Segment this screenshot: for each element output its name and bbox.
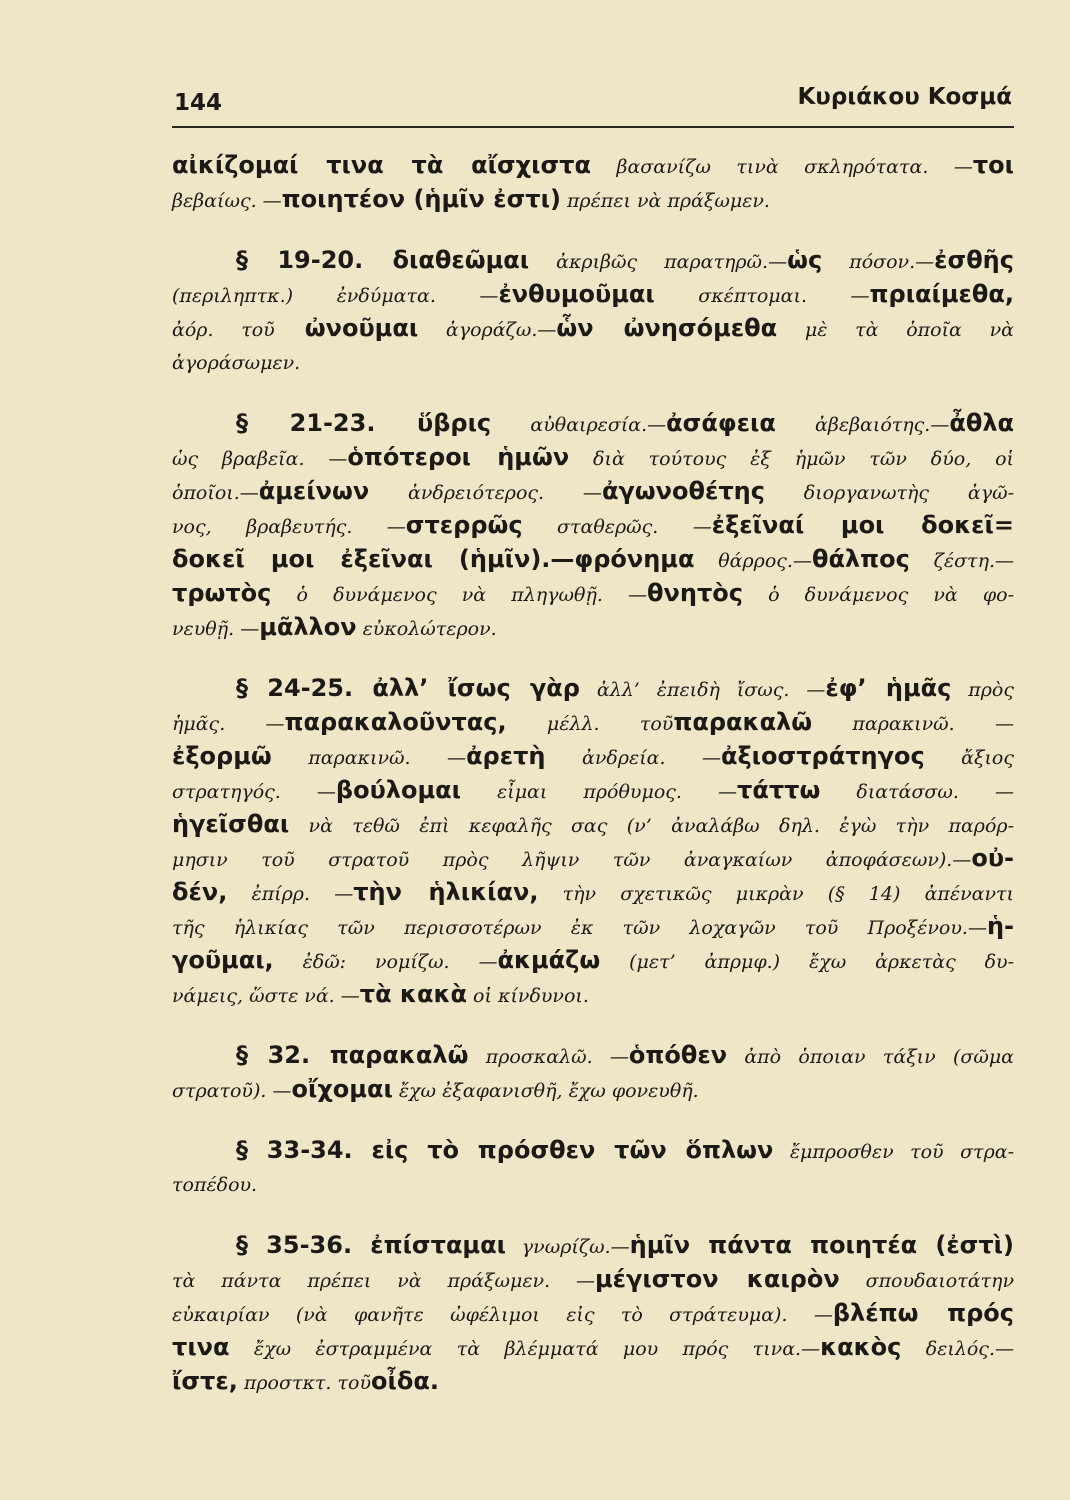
gloss-text: ὁ δυνάμενος νὰ πληγωθῇ. —	[271, 584, 648, 606]
gloss-text: ἀλλ’ ἐπειδὴ ἴσως. —	[579, 679, 826, 701]
gloss-text: τὴν σχετικῶς μικρὰν (§ 14) ἀπέναντι	[538, 883, 1015, 905]
gloss-text: πρὸς	[951, 679, 1014, 701]
gloss-text: ζέστη.—	[909, 550, 1014, 572]
lemma-term: ὁπόθεν	[628, 1041, 728, 1069]
gloss-text: παρακινῶ. —	[271, 747, 467, 769]
lemma-term: ὧν ὠνησόμεθα	[556, 314, 778, 342]
text-line	[172, 875, 1014, 909]
gloss-text: διὰ τούτους ἐξ ἡμῶν τῶν δύο, οἱ	[569, 448, 1015, 470]
gloss-text: προστκτ. τοῦ	[237, 1372, 372, 1394]
text-line	[172, 610, 1014, 644]
text-line	[172, 243, 1014, 277]
gloss-text: εἶμαι πρόθυμος. —	[460, 781, 738, 803]
text-line	[172, 345, 1014, 379]
lemma-term: § 32. παρακαλῶ	[236, 1041, 469, 1069]
gloss-text: ἄξιος	[924, 747, 1014, 769]
gloss-text: ἀνδρεία. —	[545, 747, 722, 769]
gloss-text: στρατοῦ). —	[172, 1080, 292, 1102]
gloss-text: (μετ’ ἀπρμφ.) ἔχω ἀρκετὰς δυ-	[600, 951, 1015, 973]
lemma-term: ἆθλα	[949, 409, 1015, 437]
text-line	[172, 182, 1014, 216]
lemma-term: τρωτὸς	[172, 579, 272, 607]
lemma-term: πριαίμεθα,	[869, 280, 1014, 308]
gloss-text: μησιν τοῦ στρατοῦ πρὸς λῆψιν τῶν ἀναγκαίων ἀποφάσεων).—	[172, 849, 972, 871]
lemma-term: ἀρετὴ	[466, 742, 546, 770]
lemma-term: ἀξιοστράτηγος	[721, 742, 925, 770]
gloss-text: ὁποῖοι.—	[172, 482, 259, 504]
lemma-term: § 33-34. εἰς τὸ πρόσθεν τῶν ὅπλων	[236, 1136, 774, 1164]
text-line	[172, 739, 1014, 773]
lemma-term: θνητὸς	[647, 579, 743, 607]
gloss-text: βασανίζω τινὰ σκληρότατα. —	[590, 156, 973, 178]
gloss-text: ὡς βραβεῖα. —	[172, 448, 348, 470]
lemma-term: οἴχομαι	[291, 1075, 393, 1103]
gloss-text: ἔχω ἐστραμμένα τὰ βλέμματά μου πρός τινα.—	[229, 1338, 821, 1360]
lemma-term: ἀγωνοθέτης	[601, 477, 765, 505]
gloss-text: θάρρος.—	[694, 550, 812, 572]
gloss-text: σκέπτομαι. —	[654, 285, 870, 307]
lemma-term: § 24-25. ἀλλ’ ἴσως γὰρ	[236, 674, 580, 702]
text-line	[172, 311, 1014, 345]
commentary-text	[172, 148, 1014, 1398]
text-line	[172, 977, 1014, 1011]
gloss-text: (περιληπτκ.) ἐνδύματα. —	[172, 285, 499, 307]
lemma-term: ἀμείνων	[258, 477, 370, 505]
lemma-term: μέγιστον καιρὸν	[595, 1265, 840, 1293]
gloss-text: σπουδαιοτάτην	[839, 1270, 1014, 1292]
lemma-term: § 35-36. ἐπίσταμαι	[236, 1231, 506, 1259]
text-line	[172, 1296, 1014, 1330]
gloss-text: ἀόρ. τοῦ	[172, 319, 275, 341]
text-line	[172, 1167, 1014, 1201]
lemma-term: παρακαλῶ	[673, 708, 813, 736]
lemma-term: παρακαλοῦντας,	[284, 708, 507, 736]
lemma-term: ἐξεῖναί μοι δοκεῖ=	[711, 511, 1014, 539]
running-title: Κυριάκου Κοσμά	[797, 84, 1012, 110]
lemma-term: τάττω	[737, 776, 821, 804]
gloss-text: μέλλ. τοῦ	[506, 713, 674, 735]
lemma-term: γοῦμαι,	[172, 946, 274, 974]
text-line	[172, 542, 1014, 576]
lemma-term: τὰ κακὰ	[359, 980, 468, 1008]
gloss-text: ἀπὸ ὁποιαν τάξιν (σῶμα	[727, 1046, 1014, 1068]
gloss-text: στρατηγός. —	[172, 781, 336, 803]
gloss-text: νάμεις, ὥστε νά. —	[172, 985, 360, 1007]
gloss-text: νευθῇ. —	[172, 618, 260, 640]
text-line	[172, 1262, 1014, 1296]
lemma-term: δέν,	[172, 878, 228, 906]
gloss-text: πόσον.—	[822, 251, 935, 273]
gloss-text: ἀνδρειότερος. —	[369, 482, 602, 504]
lemma-term: § 21-23. ὕβρις	[236, 409, 492, 437]
gloss-text: παρακινῶ. —	[812, 713, 1015, 735]
lemma-term: ἡμῖν πάντα ποιητέα (ἐστὶ)	[629, 1231, 1014, 1259]
text-line	[172, 1330, 1014, 1364]
page-header	[172, 80, 1014, 128]
gloss-text: νος, βραβευτής. —	[172, 516, 406, 538]
gloss-text: βεβαίως. —	[172, 190, 282, 212]
gloss-text: ἔχω ἐξαφανισθῆ, ἔχω φονευθῆ.	[392, 1080, 699, 1102]
lemma-term: ἐφ’ ἡμᾶς	[825, 674, 952, 702]
gloss-text: εὐκαιρίαν (νὰ φανῆτε ὠφέλιμοι εἰς τὸ στράτευμα). —	[172, 1304, 833, 1326]
text-line	[172, 474, 1014, 508]
gloss-text: ἐπίρρ. —	[227, 883, 354, 905]
lemma-term: ποιητέον (ἡμῖν ἐστι)	[281, 185, 561, 213]
text-line	[172, 807, 1014, 841]
lemma-term: ἡ-	[986, 912, 1014, 940]
text-line	[172, 576, 1014, 610]
text-line	[172, 508, 1014, 542]
lemma-term: ἐξορμῶ	[172, 742, 272, 770]
gloss-text: ἔμπροσθεν τοῦ στρα-	[773, 1141, 1014, 1163]
lemma-term: ἀκμάζω	[497, 946, 601, 974]
gloss-text: μὲ τὰ ὁποῖα νὰ	[777, 319, 1014, 341]
gloss-text: ἀγοράζω.—	[418, 319, 557, 341]
lemma-term: τινα	[172, 1333, 230, 1361]
lemma-term: κακὸς	[820, 1333, 902, 1361]
gloss-text: τοπέδου.	[172, 1174, 258, 1196]
text-line	[172, 277, 1014, 311]
text-line	[172, 440, 1014, 474]
gloss-text: νὰ τεθῶ ἐπὶ κεφαλῆς σας (ν’ ἀναλάβω δηλ. ἐγὼ τὴν παρόρ-	[289, 815, 1014, 837]
text-line	[172, 1038, 1014, 1072]
gloss-text: ἡμᾶς. —	[172, 713, 285, 735]
gloss-text: τῆς ἡλικίας τῶν περισσοτέρων ἐκ τῶν λοχαγῶν τοῦ Προξένου.—	[172, 917, 987, 939]
gloss-text: εὐκολώτερον.	[356, 618, 497, 640]
text-line	[172, 148, 1014, 182]
lemma-term: βλέπω πρός	[832, 1299, 1014, 1327]
gloss-text: διοργανωτὴς ἀγῶ-	[764, 482, 1014, 504]
text-line	[172, 1072, 1014, 1106]
lemma-term: ὡς	[787, 246, 823, 274]
lemma-term: ὠνοῦμαι	[274, 314, 419, 342]
lemma-term: ἡγεῖσθαι	[172, 810, 290, 838]
text-line	[172, 841, 1014, 875]
text-line	[172, 1228, 1014, 1262]
text-line	[172, 909, 1014, 943]
text-line	[172, 705, 1014, 739]
gloss-text: πρέπει νὰ πράξωμεν.	[560, 190, 770, 212]
lemma-term: ἐσθῆς	[934, 246, 1014, 274]
gloss-text: προσκαλῶ. —	[468, 1046, 629, 1068]
lemma-term: τοι	[972, 151, 1015, 179]
lemma-term: θάλπος	[811, 545, 910, 573]
lemma-term: στερρῶς	[405, 511, 523, 539]
gloss-text: ἐδῶ: νομίζω. —	[273, 951, 498, 973]
gloss-text: τὰ πάντα πρέπει νὰ πράξωμεν. —	[172, 1270, 596, 1292]
lemma-term: αἰκίζομαί τινα τὰ αἴσχιστα	[172, 151, 591, 179]
lemma-term: οἶδα.	[371, 1367, 439, 1395]
lemma-term: δοκεῖ μοι ἐξεῖναι (ἡμῖν).—φρόνημα	[172, 545, 695, 573]
lemma-term: ἀσάφεια	[666, 409, 776, 437]
lemma-term: ἴστε,	[172, 1367, 238, 1395]
lemma-term: βούλομαι	[335, 776, 461, 804]
gloss-text: ἀβεβαιότης.—	[775, 414, 950, 436]
text-line	[172, 406, 1014, 440]
text-line	[172, 671, 1014, 705]
lemma-term: ὁπότεροι ἡμῶν	[347, 443, 570, 471]
text-line	[172, 943, 1014, 977]
gloss-text: ὁ δυνάμενος νὰ φο-	[742, 584, 1015, 606]
page-number: 144	[174, 90, 223, 116]
lemma-term: τὴν ἡλικίαν,	[353, 878, 539, 906]
gloss-text: γνωρίζω.—	[505, 1236, 630, 1258]
gloss-text: ἀγοράσωμεν.	[172, 352, 301, 374]
gloss-text: αὐθαιρεσία.—	[491, 414, 667, 436]
lemma-term: ἐνθυμοῦμαι	[498, 280, 655, 308]
lemma-term: οὐ-	[971, 844, 1014, 872]
lemma-term: § 19-20. διαθεῶμαι	[236, 246, 530, 274]
lemma-term: μᾶλλον	[259, 613, 357, 641]
gloss-text: σταθερῶς. —	[522, 516, 712, 538]
text-line	[172, 1133, 1014, 1167]
text-line	[172, 1364, 1014, 1398]
gloss-text: οἱ κίνδυνοι.	[467, 985, 589, 1007]
text-line	[172, 773, 1014, 807]
gloss-text: δειλός.—	[901, 1338, 1014, 1360]
gloss-text: διατάσσω. —	[820, 781, 1014, 803]
gloss-text: ἀκριβῶς παρατηρῶ.—	[529, 251, 788, 273]
